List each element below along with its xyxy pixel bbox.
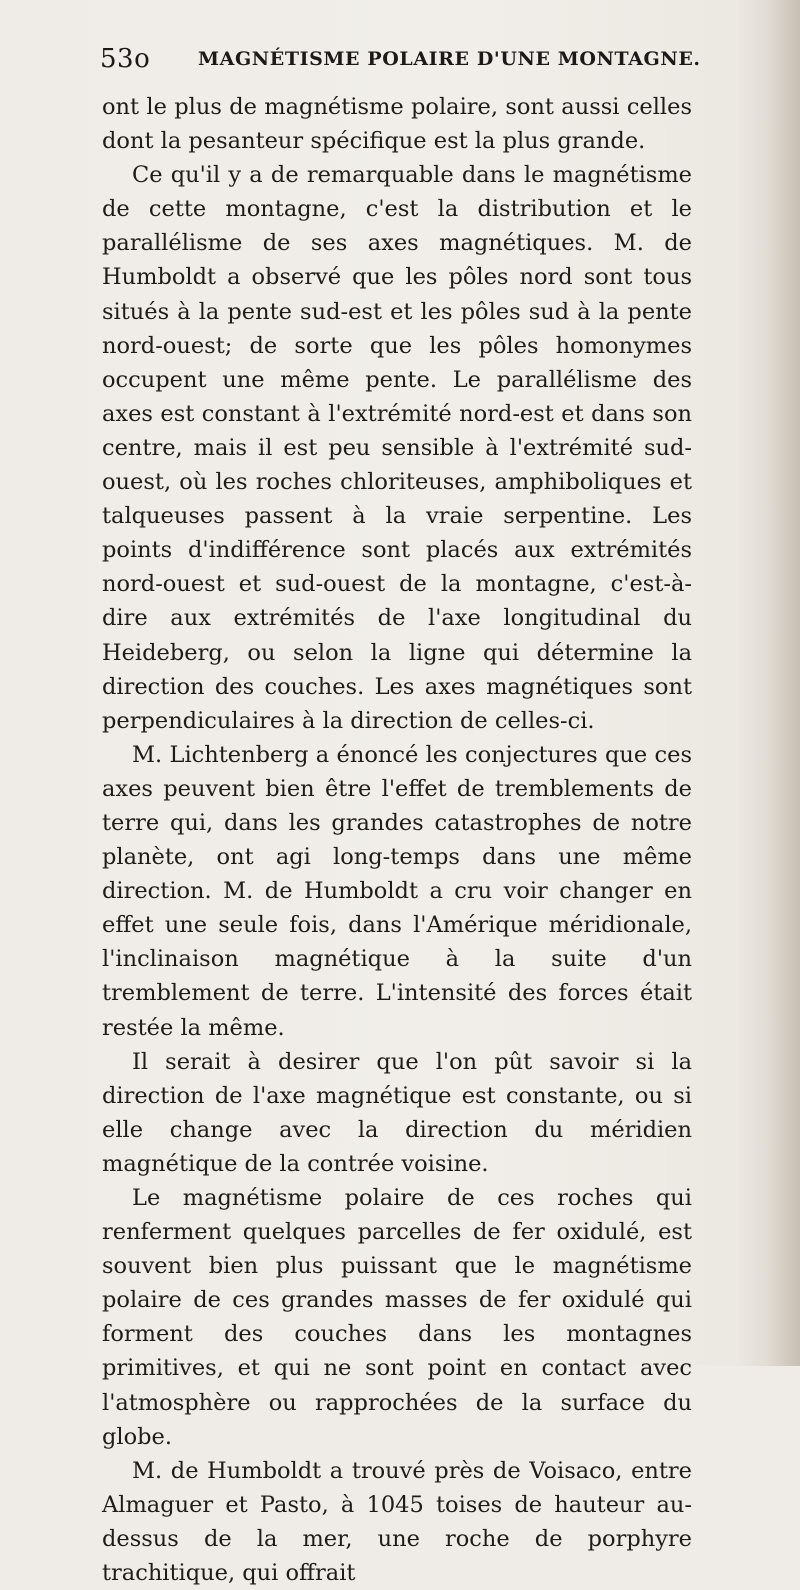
page-header bbox=[100, 44, 701, 78]
page-edge-shadow bbox=[766, 0, 800, 1366]
running-title: MAGNÉTISME POLAIRE D'UNE MONTAGNE. bbox=[198, 48, 701, 70]
paragraph-lichtenberg: M. Lichtenberg a énoncé les conjectures que ces axes peuvent bien être l'effet de tremblements de terre qui, dans les grandes catastrophes de notre planète, ont agi long-temps dans une même direction. M. de Humboldt a cru voir changer en effet une seule fois, dans l'Amérique méridionale, l'inclinaison magnétique à la suite d'un tremblement de terre. L'intensité des forces était restée la même. bbox=[102, 741, 692, 1041]
paragraph-axes-distribution: Ce qu'il y a de remarquable dans le magnétisme de cette montagne, c'est la distribution et le parallélisme de ses axes magnétiques. M. de Humboldt a observé que les pôles nord sont tous situés à la pente sud-est et les pôles sud à la pente nord-ouest; de sorte que les pôles homonymes occupent une même pente. Le parallélisme des axes est constant à l'extrémité nord-est et dans son centre, mais il est peu sensible à l'extrémité sud-ouest, où les roches chloriteuses, amphiboliques et talqueuses passent à la vraie serpentine. Les points d'indifférence sont placés aux extrémités nord-ouest et sud-ouest de la montagne, c'est-à-dire aux extrémités de l'axe longitudinal du Heideberg, ou selon la ligne qui détermine la direction des couches. Les axes magnétiques sont perpendiculaires à la direction de celles-ci. bbox=[102, 162, 692, 734]
page-number: 53o bbox=[100, 44, 151, 74]
paragraph-continued: ont le plus de magnétisme polaire, sont aussi celles dont la pesanteur spécifique est la plus grande. bbox=[102, 94, 692, 155]
paragraph-voisaco: M. de Humboldt a trouvé près de Voisaco, entre Almaguer et Pasto, à 1045 toises de hauteur au-dessus de la mer, une roche de porphyre trachitique, qui offrait bbox=[102, 1457, 692, 1587]
paragraph-polar-magnetism: Le magnétisme polaire de ces roches qui renferment quelques parcelles de fer oxidulé, est souvent bien plus puissant que le magnétisme polaire de ces grandes masses de fer oxidulé qui forment des couches dans les montagnes primitives, et qui ne sont point en contact avec l'atmosphère ou rapprochées de la surface du globe. bbox=[102, 1185, 692, 1450]
paragraph-axis-direction: Il serait à desirer que l'on pût savoir si la direction de l'axe magnétique est constante, ou si elle change avec la direction du méridien magnétique de la contrée voisine. bbox=[102, 1048, 692, 1177]
body-text bbox=[102, 90, 692, 1590]
